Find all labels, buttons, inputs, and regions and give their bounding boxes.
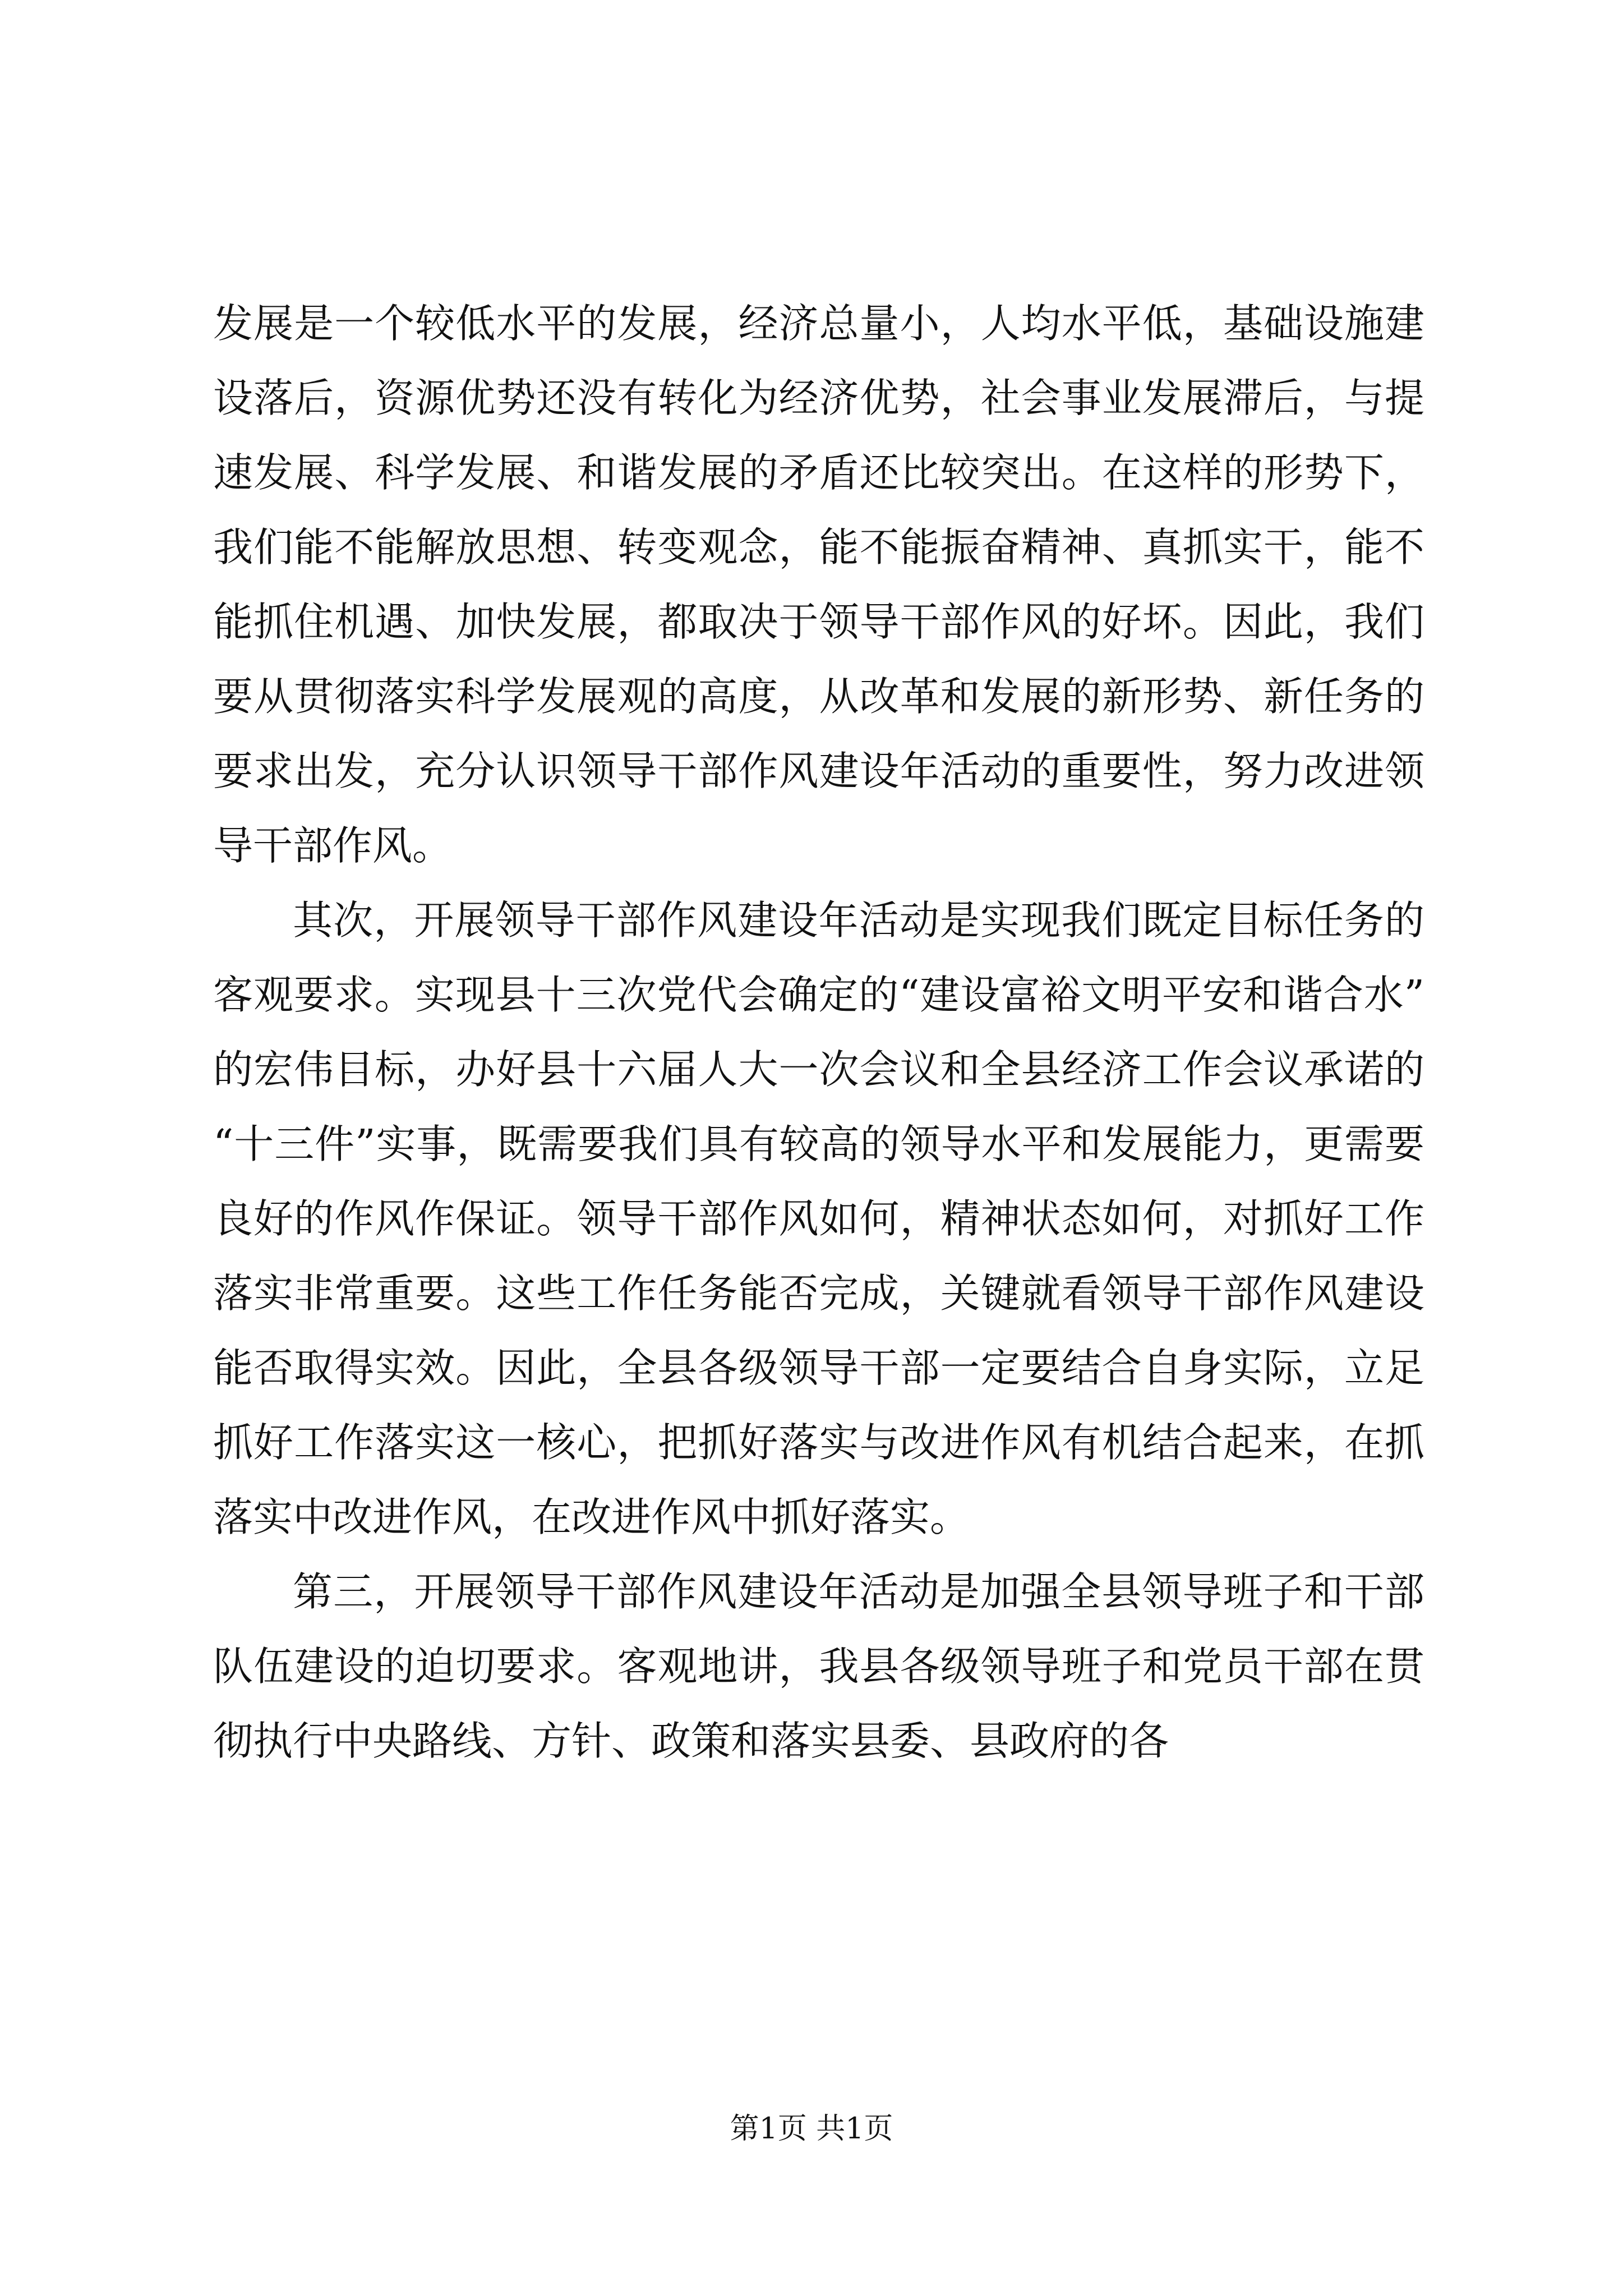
page-footer: 第1页 共1页 [730, 2112, 893, 2146]
document-body [213, 286, 1424, 1778]
paragraph-2: 其次，开展领导干部作风建设年活动是实现我们既定目标任务的客观要求。实现县十三次党代会确定的“建设富裕文明平安和谐合水”的宏伟目标，办好县十六届人大一次会议和全县经济工作会议承诺的“十三件”实事，既需要我们具有较高的领导水平和发展能力，更需要良好的作风作保证。领导干部作风如何，精神状态如何，对抓好工作落实非常重要。这些工作任务能否完成，关键就看领导干部作风建设能否取得实效。因此，全县各级领导干部一定要结合自身实际，立足抓好工作落实这一核心，把抓好落实与改进作风有机结合起来，在抓落实中改进作风，在改进作风中抓好落实。 [213, 897, 1424, 1540]
paragraph-3: 第三，开展领导干部作风建设年活动是加强全县领导班子和干部队伍建设的迫切要求。客观地讲，我县各级领导班子和党员干部在贯彻执行中央路线、方针、政策和落实县委、县政府的各 [213, 1568, 1424, 1764]
paragraph-1: 发展是一个较低水平的发展，经济总量小，人均水平低，基础设施建设落后，资源优势还没有转化为经济优势，社会事业发展滞后，与提速发展、科学发展、和谐发展的矛盾还比较突出。在这样的形势下，我们能不能解放思想、转变观念，能不能振奋精神、真抓实干，能不能抓住机遇、加快发展，都取决于领导干部作风的好坏。因此，我们要从贯彻落实科学发展观的高度，从改革和发展的新形势、新任务的要求出发，充分认识领导干部作风建设年活动的重要性，努力改进领导干部作风。 [213, 300, 1424, 869]
